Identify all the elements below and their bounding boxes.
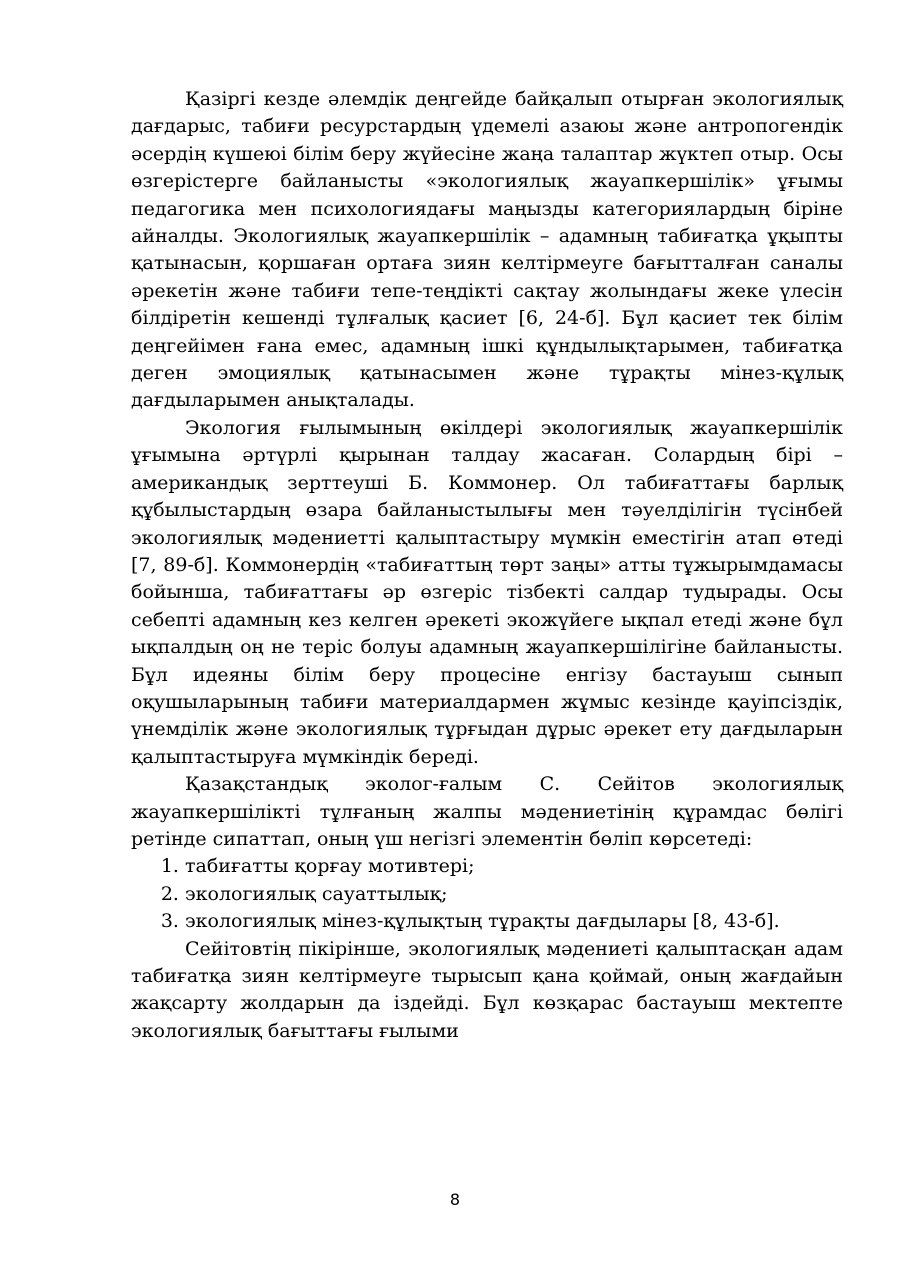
elements-list [131,853,843,935]
paragraph-commoner: Экология ғылымының өкілдері экологиялық жауапкершілік ұғымына әртүрлі қырынан талдау жасаған. Солардың бірі – американдық зерттеуші Б. Коммонер. Ол табиғаттағы барлық құбылыстардың өзара байланыстылығы мен тәуелділігін түсінбей экологиялық мәдениетті қалыптастыру мүмкін еместігін атап өтеді [7, 89-б]. Коммонердің «табиғаттың төрт заңы» атты тұжырымдамасы бойынша, табиғаттағы әр өзгеріс тізбекті салдар тудырады. Осы себепті адамның кез келген әрекеті экожүйеге ықпал етеді және бұл ықпалдың оң не теріс болуы адамның жауапкершілігіне байланысты. Бұл идеяны білім беру процесіне енгізу бастауыш сынып оқушыларының табиғи материалдармен жұмыс кезінде қауіпсіздік, үнемділік және экологиялық тұрғыдан дұрыс әрекет ету дағдыларын қалыптастыруға мүмкіндік береді. [131,416,843,768]
list-item: 3. экологиялық мінез-құлықтың тұрақты дағдылары [8, 43-б]. [185,908,843,935]
document-body [131,86,843,1045]
page-number: 8 [449,1190,461,1209]
list-item: 2. экологиялық сауаттылық; [185,881,843,908]
list-item: 1. табиғатты қорғау мотивтері; [185,853,843,880]
paragraph-seitov-intro: Қазақстандық эколог-ғалым С. Сейітов экологиялық жауапкершілікті тұлғаның жалпы мәдениетінің құрамдас бөлігі ретінде сипаттап, оның үш негізгі элементін бөліп көрсетеді: [131,773,843,850]
paragraph-ecological-crisis: Қазіргі кезде әлемдік деңгейде байқалып отырған экологиялық дағдарыс, табиғи ресурстардың үдемелі азаюы және антропогендік әсердің күшеюі білім беру жүйесіне жаңа талаптар жүктеп отыр. Осы өзгерістерге байланысты «экологиялық жауапкершілік» ұғымы педагогика мен психологиядағы маңызды категориялардың біріне айналды. Экологиялық жауапкершілік – адамның табиғатқа ұқыпты қатынасын, қоршаған ортаға зиян келтірмеуге бағытталған саналы әрекетін және табиғи тепе-теңдікті сақтау жолындағы жеке үлесін білдіретін кешенді тұлғалық қасиет [6, 24-б]. Бұл қасиет тек білім деңгейімен ғана емес, адамның ішкі құндылықтарымен, табиғатқа деген эмоциялық қатынасымен және тұрақты мінез-құлық дағдыларымен анықталады. [131,88,843,412]
paragraph-seitov-opinion: Сейітовтің пікірінше, экологиялық мәдениеті қалыптасқан адам табиғатқа зиян келтірмеуге тырысып қана қоймай, оның жағдайын жақсарту жолдарын да іздейді. Бұл көзқарас бастауыш мектепте экологиялық бағыттағы ғылыми [131,937,843,1042]
